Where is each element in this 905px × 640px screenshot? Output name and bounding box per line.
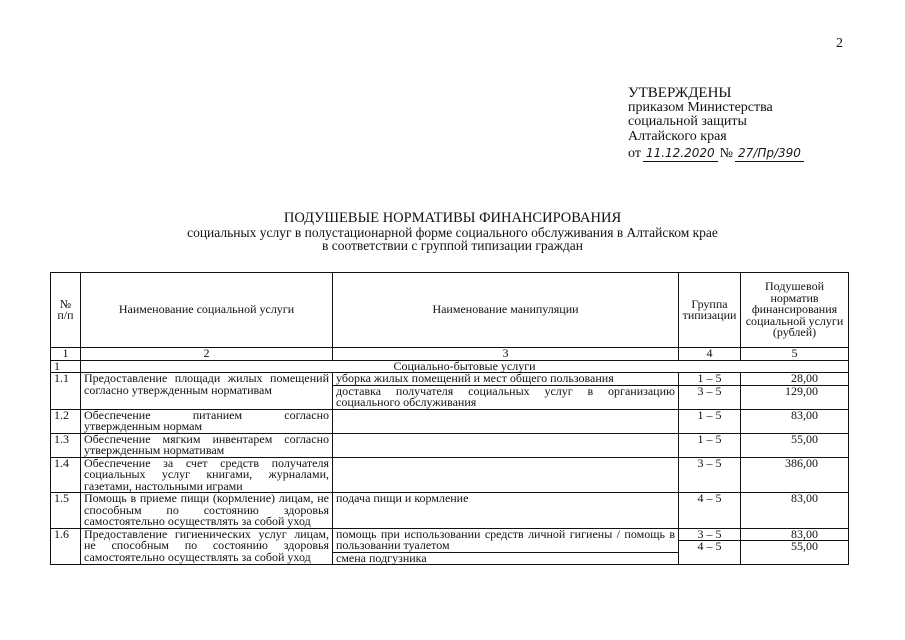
document-title	[0, 212, 905, 253]
row-group-cell	[679, 409, 741, 433]
approval-heading: УТВЕРЖДЕНЫ	[628, 85, 732, 101]
row-num: 1.5	[51, 493, 81, 529]
row-norm-cell	[741, 433, 849, 457]
table-row	[51, 457, 849, 493]
row-norm: 83,00	[791, 407, 818, 422]
row-service: Обеспечение питанием согласно утвержденным нормам	[81, 409, 333, 433]
column-number: 1	[51, 348, 81, 361]
title-main: ПОДУШЕВЫЕ НОРМАТИВЫ ФИНАНСИРОВАНИЯ	[283, 210, 622, 226]
row-manipulation-cell	[333, 373, 679, 410]
row-num: 1.1	[51, 373, 81, 410]
table-row	[51, 493, 849, 529]
number-prefix: №	[719, 146, 734, 161]
row-group: 4 – 5	[697, 491, 722, 505]
table-row	[51, 433, 849, 457]
row-num: 1.3	[51, 433, 81, 457]
approval-line: Алтайского края	[628, 128, 727, 144]
header-norm: Подушевой норматив финансирования социальной услуги (рублей)	[741, 273, 849, 348]
row-norm: 129,00	[741, 385, 848, 398]
approval-line: социальной защиты	[628, 114, 747, 129]
row-norm-cell	[741, 493, 849, 529]
row-group: 3 – 5	[679, 385, 740, 398]
header-group: Группа типизации	[679, 273, 741, 348]
row-group: 1 – 5	[697, 371, 722, 385]
row-group: 1 – 5	[697, 431, 722, 446]
row-service: Обеспечение за счет средств получателя социальных услуг книгами, журналами, газетами, настольными играми	[81, 457, 333, 493]
row-norm-cell	[741, 373, 849, 410]
row-norm: 83,00	[791, 491, 818, 505]
row-group: 1 – 5	[697, 407, 722, 422]
norms-table	[50, 272, 849, 565]
date-prefix: от	[628, 146, 641, 161]
row-manipulation-cell	[333, 409, 679, 433]
title-subline: в соответствии с группой типизации граждан	[321, 238, 584, 253]
row-manipulation: доставка получателя социальных услуг в организацию социального обслуживания	[333, 385, 678, 409]
row-group-cell	[679, 373, 741, 410]
header-manipulation: Наименование манипуляции	[333, 273, 679, 348]
table-row	[51, 528, 849, 565]
row-norm: 55,00	[791, 431, 818, 446]
table-row	[51, 373, 849, 410]
row-group-cell	[679, 528, 741, 565]
column-number: 4	[679, 348, 741, 361]
approval-date-line	[628, 146, 804, 162]
row-manipulation-cell	[333, 528, 679, 565]
row-manipulation: смена подгузника	[333, 552, 678, 565]
section-title: Социально-бытовые услуги	[81, 360, 849, 373]
row-norm: 386,00	[785, 455, 818, 470]
row-norm: 83,00	[791, 526, 818, 541]
row-norm: 28,00	[791, 371, 818, 385]
row-group-cell	[679, 457, 741, 493]
row-group: 4 – 5	[679, 540, 740, 553]
row-service: Помощь в приеме пищи (кормление) лицам, не способным по состоянию здоровья самостоятельно осуществлять за собой уход	[81, 493, 333, 529]
row-manipulation: подача пищи и кормление	[336, 491, 469, 505]
header-num: № п/п	[51, 273, 81, 348]
column-number: 3	[333, 348, 679, 361]
row-group-cell	[679, 493, 741, 529]
row-num: 1.4	[51, 457, 81, 493]
column-number: 2	[81, 348, 333, 361]
row-service: Предоставление площади жилых помещений согласно утвержденным нормативам	[81, 373, 333, 410]
row-norm-cell	[741, 457, 849, 493]
page-number: 2	[836, 36, 843, 51]
handwritten-order-number: 27/Пр/390	[735, 146, 804, 162]
row-manipulation: уборка жилых помещений и мест общего пользования	[336, 371, 614, 385]
row-num: 1.6	[51, 528, 81, 565]
row-group: 3 – 5	[697, 526, 722, 541]
handwritten-date: 11.12.2020	[643, 146, 718, 162]
row-group-cell	[679, 433, 741, 457]
column-number: 5	[741, 348, 849, 361]
table-header-row	[51, 273, 849, 348]
row-norm: 55,00	[741, 540, 848, 553]
row-manipulation-cell	[333, 457, 679, 493]
row-norm-cell	[741, 409, 849, 433]
row-norm-cell	[741, 528, 849, 565]
row-manipulation-cell	[333, 433, 679, 457]
approval-line: приказом Министерства	[628, 99, 773, 115]
row-service: Предоставление гигиенических услуг лицам, не способным по состоянию здоровья самостоятельно осуществлять за собой уход	[81, 528, 333, 565]
row-manipulation: помощь при использовании средств личной гигиены / помощь в пользовании туалетом	[336, 526, 675, 552]
approval-block	[628, 86, 804, 162]
row-service: Обеспечение мягким инвентарем согласно утвержденным нормативам	[81, 433, 333, 457]
table-row	[51, 409, 849, 433]
row-num: 1.2	[51, 409, 81, 433]
title-subline: социальных услуг в полустационарной форме социального обслуживания в Алтайском крае	[187, 224, 718, 240]
section-num: 1	[51, 360, 81, 373]
row-manipulation-cell	[333, 493, 679, 529]
header-service: Наименование социальной услуги	[81, 273, 333, 348]
row-group: 3 – 5	[697, 455, 722, 470]
